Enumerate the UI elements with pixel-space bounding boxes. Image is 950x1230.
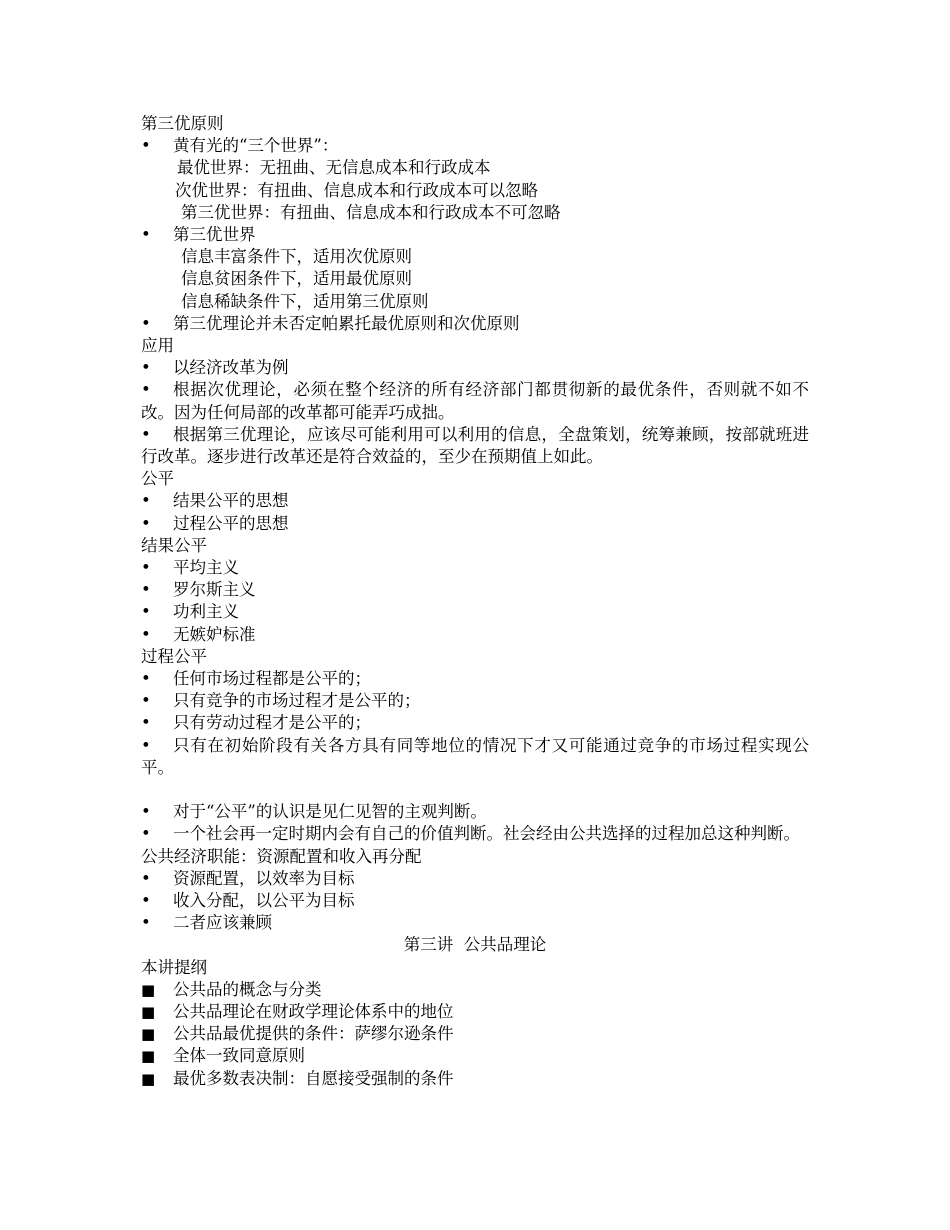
list-item: • 第三优理论并未否定帕累托最优原则和次优原则: [141, 313, 809, 335]
list-item: • 功利主义: [141, 601, 809, 623]
sub-item: 第三优世界：有扭曲、信息成本和行政成本不可忽略: [181, 202, 561, 222]
heading-fairness: 公平: [141, 469, 174, 489]
list-item: • 只有劳动过程才是公平的；: [141, 712, 809, 734]
bullet-icon: •: [141, 491, 151, 511]
sub-item: 最优世界：无扭曲、无信息成本和行政成本: [177, 158, 491, 178]
bullet-icon: •: [141, 580, 151, 600]
bullet-icon: •: [141, 802, 151, 822]
lecture-title: 第三讲 公共品理论: [403, 935, 547, 955]
list-item: • 以经济改革为例: [141, 357, 809, 379]
bullet-icon: •: [141, 513, 151, 533]
list-item: • 平均主义: [141, 557, 809, 579]
square-bullet-icon: ■: [141, 1002, 156, 1021]
list-item: • 第三优世界: [141, 224, 809, 246]
bullet-icon: •: [141, 824, 151, 844]
outline-item: ■ 全体一致同意原则: [141, 1045, 809, 1067]
list-item: • 资源配置，以效率为目标: [141, 868, 809, 890]
bullet-icon: •: [141, 225, 151, 245]
outline-item: ■ 最优多数表决制：自愿接受强制的条件: [141, 1068, 809, 1090]
list-item: • 无嫉妒标准: [141, 624, 809, 646]
bullet-icon: •: [141, 713, 151, 733]
heading-process-fairness: 过程公平: [141, 646, 207, 666]
bullet-icon: •: [141, 691, 151, 711]
spacer: [141, 779, 809, 801]
bullet-icon: •: [141, 313, 151, 333]
sub-item: 信息丰富条件下，适用次优原则: [181, 247, 412, 267]
document-body: [141, 113, 809, 1090]
list-item: • 结果公平的思想: [141, 490, 809, 512]
list-item: • 根据第三优理论，应该尽可能利用可以利用的信息，全盘策划，统筹兼顾，按部就班进行改革。逐步进行改革还是符合效益的，至少在预期值上如此。: [141, 424, 809, 467]
bullet-icon: •: [141, 913, 151, 933]
heading-outcome-fairness: 结果公平: [141, 535, 207, 555]
bullet-icon: •: [141, 669, 151, 689]
bullet-icon: •: [141, 624, 151, 644]
bullet-icon: •: [141, 868, 151, 888]
bullet-icon: •: [141, 380, 151, 400]
list-item: • 一个社会再一定时期内会有自己的价值判断。社会经由公共选择的过程加总这种判断。: [141, 823, 809, 845]
bullet-icon: •: [141, 136, 151, 156]
bullet-icon: •: [141, 735, 151, 755]
bullet-icon: •: [141, 424, 151, 444]
bullet-icon: •: [141, 890, 151, 910]
list-item: • 只有竞争的市场过程才是公平的；: [141, 690, 809, 712]
square-bullet-icon: ■: [141, 980, 156, 999]
bullet-icon: •: [141, 358, 151, 378]
bullet-icon: •: [141, 558, 151, 578]
list-item: • 黄有光的“三个世界”：: [141, 135, 809, 157]
list-item: • 收入分配，以公平为目标: [141, 890, 809, 912]
list-item: • 只有在初始阶段有关各方具有同等地位的情况下才又可能通过竞争的市场过程实现公平。: [141, 735, 809, 777]
list-item: • 罗尔斯主义: [141, 579, 809, 601]
square-bullet-icon: ■: [141, 1025, 156, 1044]
list-item: • 任何市场过程都是公平的；: [141, 668, 809, 690]
heading-application: 应用: [141, 336, 174, 356]
list-item: • 过程公平的思想: [141, 513, 809, 535]
sub-item: 次优世界：有扭曲、信息成本和行政成本可以忽略: [175, 180, 538, 200]
outline-item: ■ 公共品最优提供的条件：萨缪尔逊条件: [141, 1023, 809, 1045]
bullet-icon: •: [141, 602, 151, 622]
heading-public-economy-functions: 公共经济职能：资源配置和收入再分配: [141, 846, 422, 866]
square-bullet-icon: ■: [141, 1069, 156, 1088]
outline-item: ■ 公共品理论在财政学理论体系中的地位: [141, 1001, 809, 1023]
heading-third-best: 第三优原则: [141, 114, 224, 133]
list-item: • 根据次优理论，必须在整个经济的所有经济部门都贯彻新的最优条件，否则就不如不改。因为任何局部的改革都可能弄巧成拙。: [141, 380, 809, 422]
list-item: • 二者应该兼顾: [141, 912, 809, 934]
list-item: • 对于“公平”的认识是见仁见智的主观判断。: [141, 801, 809, 823]
sub-item: 信息贫困条件下，适用最优原则: [181, 269, 412, 289]
outline-item: ■ 公共品的概念与分类: [141, 979, 809, 1001]
outline-heading: 本讲提纲: [141, 957, 207, 977]
sub-item: 信息稀缺条件下，适用第三优原则: [181, 291, 429, 311]
square-bullet-icon: ■: [141, 1047, 156, 1066]
